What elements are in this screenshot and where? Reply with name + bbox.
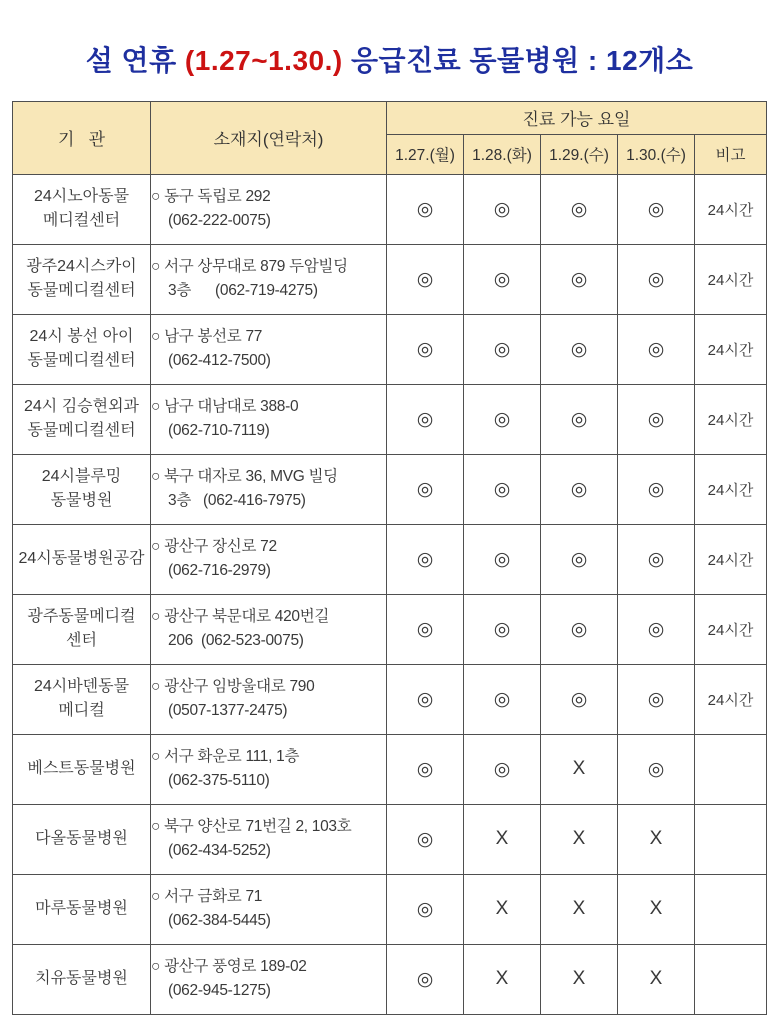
- hospital-address: [151, 454, 387, 524]
- availability-mark-open: ◎: [541, 384, 618, 454]
- hospital-address: [151, 664, 387, 734]
- availability-mark-open: ◎: [618, 174, 695, 244]
- availability-mark-open: ◎: [541, 244, 618, 314]
- note-cell: [695, 804, 767, 874]
- availability-mark-open: ◎: [387, 944, 464, 1014]
- hospital-address: [151, 174, 387, 244]
- availability-mark-open: ◎: [618, 664, 695, 734]
- hospital-name: 24시동물병원공감: [13, 524, 151, 594]
- availability-mark-closed: X: [541, 804, 618, 874]
- availability-mark-open: ◎: [464, 524, 541, 594]
- table-header: [13, 101, 767, 174]
- note-cell: 24시간: [695, 244, 767, 314]
- availability-mark-closed: X: [618, 804, 695, 874]
- address-line: ○ 서구 상무대로 879 두암빌딩: [151, 258, 348, 276]
- availability-mark-open: ◎: [387, 314, 464, 384]
- availability-mark-open: ◎: [464, 314, 541, 384]
- availability-mark-open: ◎: [464, 174, 541, 244]
- availability-mark-open: ◎: [387, 734, 464, 804]
- note-cell: [695, 734, 767, 804]
- availability-mark-open: ◎: [618, 594, 695, 664]
- phone-line: (062-375-5110): [168, 772, 270, 790]
- phone-line: 206 (062-523-0075): [168, 632, 304, 650]
- availability-mark-open: ◎: [464, 454, 541, 524]
- availability-mark-open: ◎: [618, 314, 695, 384]
- hospital-address: [151, 804, 387, 874]
- availability-mark-open: ◎: [464, 384, 541, 454]
- table-row: [13, 244, 767, 314]
- availability-mark-open: ◎: [464, 664, 541, 734]
- hospital-name: 치유동물병원: [13, 944, 151, 1014]
- availability-mark-closed: X: [464, 874, 541, 944]
- hospital-address: [151, 874, 387, 944]
- availability-mark-open: ◎: [541, 664, 618, 734]
- col-header-day-mon: 1.27.(월): [387, 134, 464, 174]
- address-line: ○ 서구 금화로 71: [151, 888, 263, 906]
- availability-mark-closed: X: [618, 944, 695, 1014]
- table-row: [13, 314, 767, 384]
- table-row: [13, 734, 767, 804]
- availability-mark-open: ◎: [541, 594, 618, 664]
- address-line: ○ 동구 독립로 292: [151, 188, 271, 206]
- page-title: [0, 0, 779, 101]
- phone-line: 3층 (062-416-7975): [168, 492, 306, 510]
- hospital-name: 24시노아동물 메디컬센터: [13, 174, 151, 244]
- title-text-trail: 응급진료 동물병원 : 12개소: [342, 45, 694, 76]
- availability-mark-open: ◎: [387, 384, 464, 454]
- availability-mark-open: ◎: [387, 524, 464, 594]
- col-header-day-wed: 1.29.(수): [541, 134, 618, 174]
- hospital-address: [151, 944, 387, 1014]
- hospital-name: 24시 김승현외과 동물메디컬센터: [13, 384, 151, 454]
- table-row: [13, 874, 767, 944]
- hospital-name: 베스트동물병원: [13, 734, 151, 804]
- address-line: ○ 서구 화운로 111, 1층: [151, 748, 300, 766]
- hospital-name: 광주동물메디컬 센터: [13, 594, 151, 664]
- address-line: ○ 광산구 임방울대로 790: [151, 678, 315, 696]
- table-row: [13, 174, 767, 244]
- hospital-name: 24시바덴동물 메디컬: [13, 664, 151, 734]
- title-date-range: (1.27~1.30.): [184, 45, 343, 76]
- phone-line: (062-716-2979): [168, 562, 271, 580]
- phone-line: (062-945-1275): [168, 982, 271, 1000]
- availability-mark-open: ◎: [387, 454, 464, 524]
- availability-mark-open: ◎: [541, 454, 618, 524]
- address-line: ○ 광산구 풍영로 189-02: [151, 958, 307, 976]
- title-text-lead: 설 연휴: [85, 45, 185, 76]
- phone-line: (062-710-7119): [168, 422, 270, 440]
- availability-mark-open: ◎: [387, 244, 464, 314]
- col-header-day-tue: 1.28.(화): [464, 134, 541, 174]
- table-row: [13, 944, 767, 1014]
- availability-mark-open: ◎: [618, 454, 695, 524]
- col-header-institution: 기 관: [13, 101, 151, 174]
- hospital-address: [151, 244, 387, 314]
- availability-mark-closed: X: [464, 804, 541, 874]
- table-row: [13, 524, 767, 594]
- col-header-location: 소재지(연락처): [151, 101, 387, 174]
- hospital-name: 마루동물병원: [13, 874, 151, 944]
- phone-line: (062-412-7500): [168, 352, 271, 370]
- availability-mark-open: ◎: [618, 734, 695, 804]
- availability-mark-open: ◎: [387, 664, 464, 734]
- phone-line: (062-434-5252): [168, 842, 271, 860]
- availability-mark-closed: X: [464, 944, 541, 1014]
- phone-line: 3층 (062-719-4275): [168, 282, 318, 300]
- note-cell: 24시간: [695, 594, 767, 664]
- availability-mark-closed: X: [541, 734, 618, 804]
- note-cell: 24시간: [695, 174, 767, 244]
- availability-mark-open: ◎: [387, 874, 464, 944]
- hospital-name: 24시 봉선 아이 동물메디컬센터: [13, 314, 151, 384]
- note-cell: [695, 944, 767, 1014]
- availability-mark-open: ◎: [618, 384, 695, 454]
- availability-mark-open: ◎: [541, 524, 618, 594]
- availability-mark-open: ◎: [541, 314, 618, 384]
- availability-mark-open: ◎: [618, 524, 695, 594]
- hospital-name: 다올동물병원: [13, 804, 151, 874]
- note-cell: 24시간: [695, 664, 767, 734]
- hospital-table: [12, 101, 767, 1015]
- address-line: ○ 남구 대남대로 388-0: [151, 398, 299, 416]
- phone-line: (062-222-0075): [168, 212, 271, 230]
- note-cell: 24시간: [695, 454, 767, 524]
- table-row: [13, 384, 767, 454]
- col-header-note: 비고: [695, 134, 767, 174]
- hospital-address: [151, 734, 387, 804]
- table-row: [13, 454, 767, 524]
- col-header-day-thu: 1.30.(수): [618, 134, 695, 174]
- availability-mark-open: ◎: [387, 804, 464, 874]
- phone-line: (062-384-5445): [168, 912, 271, 930]
- table-row: [13, 594, 767, 664]
- hospital-table-body: [13, 174, 767, 1014]
- availability-mark-open: ◎: [387, 174, 464, 244]
- phone-line: (0507-1377-2475): [168, 702, 288, 720]
- availability-mark-open: ◎: [387, 594, 464, 664]
- address-line: ○ 북구 양산로 71번길 2, 103호: [151, 818, 352, 836]
- hospital-address: [151, 524, 387, 594]
- address-line: ○ 남구 봉선로 77: [151, 328, 263, 346]
- table-row: [13, 804, 767, 874]
- availability-mark-open: ◎: [618, 244, 695, 314]
- availability-mark-open: ◎: [464, 734, 541, 804]
- address-line: ○ 광산구 장신로 72: [151, 538, 277, 556]
- hospital-name: 광주24시스카이 동물메디컬센터: [13, 244, 151, 314]
- availability-mark-closed: X: [618, 874, 695, 944]
- address-line: ○ 광산구 북문대로 420번길: [151, 608, 330, 626]
- hospital-address: [151, 314, 387, 384]
- availability-mark-open: ◎: [464, 244, 541, 314]
- note-cell: 24시간: [695, 314, 767, 384]
- hospital-name: 24시블루밍 동물병원: [13, 454, 151, 524]
- note-cell: 24시간: [695, 384, 767, 454]
- availability-mark-open: ◎: [541, 174, 618, 244]
- note-cell: [695, 874, 767, 944]
- address-line: ○ 북구 대자로 36, MVG 빌딩: [151, 468, 338, 486]
- note-cell: 24시간: [695, 524, 767, 594]
- table-row: [13, 664, 767, 734]
- availability-mark-closed: X: [541, 874, 618, 944]
- col-header-days-group: 진료 가능 요일: [387, 101, 767, 134]
- availability-mark-closed: X: [541, 944, 618, 1014]
- hospital-address: [151, 594, 387, 664]
- hospital-address: [151, 384, 387, 454]
- availability-mark-open: ◎: [464, 594, 541, 664]
